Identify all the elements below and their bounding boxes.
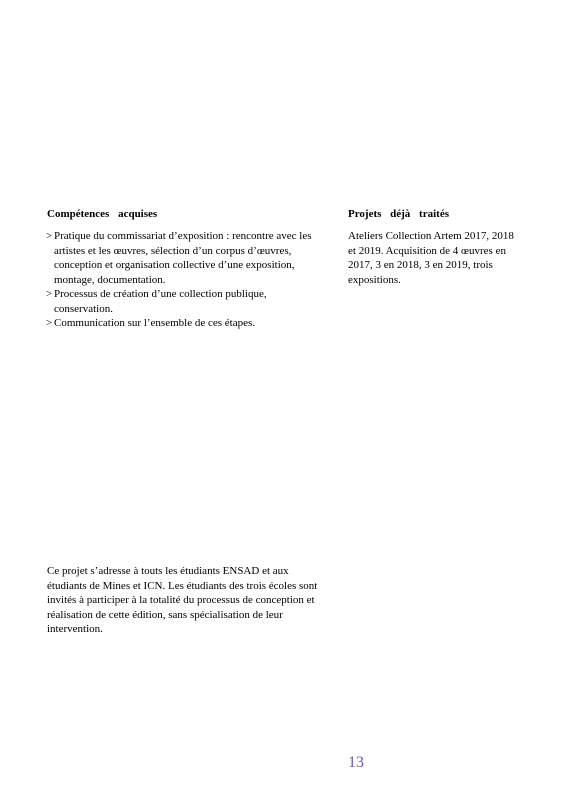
- competences-heading: Compétences acquises: [47, 208, 158, 220]
- competence-text: Pratique du commissariat d’exposition : rencontre avec les artistes et les œuvres, sélection d’un corpus d’œuvres, conception et organisation collective d’une exposition, montage, documentation.: [54, 230, 312, 286]
- projets-heading: Projets déjà traités: [348, 208, 449, 220]
- competence-text: Processus de création d’une collection publique, conservation.: [54, 288, 267, 315]
- competence-text: Communication sur l’ensemble de ces étapes.: [54, 317, 255, 329]
- list-marker: >: [46, 288, 53, 300]
- projets-text: Ateliers Collection Artem 2017, 2018 et 2019. Acquisition de 4 œuvres en 2017, 3 en 2018, 3 en 2019, trois expositions.: [348, 230, 514, 286]
- list-marker: >: [46, 317, 53, 329]
- competences-list: [46, 229, 321, 331]
- competence-item-2: [46, 287, 321, 316]
- competence-item-3: [46, 316, 321, 331]
- list-marker: >: [46, 230, 53, 242]
- audience-paragraph: Ce projet s’adresse à touts les étudiants ENSAD et aux étudiants de Mines et ICN. Les étudiants des trois écoles sont invités à participer à la totalité du processus de conception et réalisation de cette édition, sans spécialisation de leur intervention.: [47, 565, 318, 635]
- page-number: 13: [348, 754, 364, 771]
- competence-item-1: [46, 229, 321, 287]
